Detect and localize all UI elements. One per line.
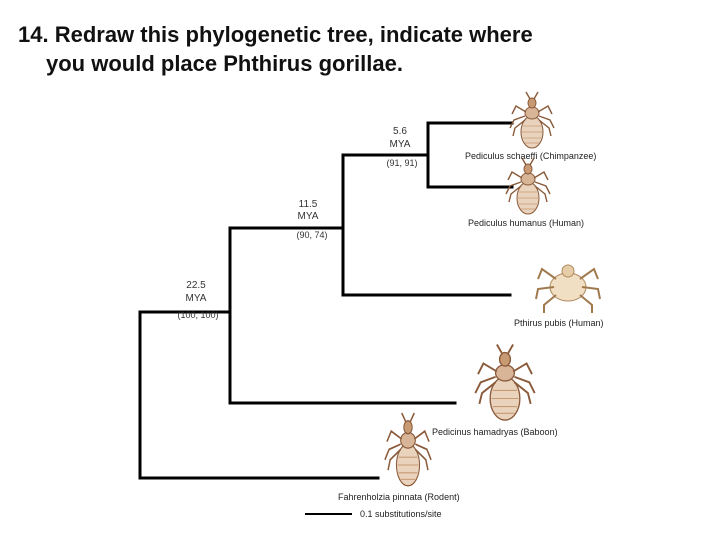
node-age: 5.6 xyxy=(393,126,407,137)
scale-bar-label: 0.1 substitutions/site xyxy=(360,509,442,519)
node-unit: MYA xyxy=(185,293,207,304)
taxon-label: Pediculus humanus (Human) xyxy=(468,218,585,228)
taxon-label: Pedicinus hamadryas (Baboon) xyxy=(432,427,558,437)
louse-rodent-illustration xyxy=(385,413,431,486)
title-line-2: you would place Phthirus gorillae. xyxy=(46,51,403,76)
branch-node-5.6 xyxy=(230,155,343,228)
node-age: 22.5 xyxy=(186,280,206,291)
node-label-22.5 xyxy=(177,280,218,320)
node-label-11.5 xyxy=(296,199,327,240)
title-line-1: 14. Redraw this phylogenetic tree, indicate where xyxy=(18,22,533,47)
node-support: (91, 91) xyxy=(386,158,418,168)
louse-chimpanzee-illustration xyxy=(510,92,554,148)
node-support: (90, 74) xyxy=(296,230,328,240)
node-support: (100, 100) xyxy=(177,310,219,320)
taxon-label: Pediculus schaeffi (Chimpanzee) xyxy=(465,151,597,161)
branch-pthirus-pubis xyxy=(343,228,510,295)
taxon-label: Fahrenholzia pinnata (Rodent) xyxy=(338,492,460,502)
node-unit: MYA xyxy=(297,211,319,222)
branch-fahrenholzia-pinnata xyxy=(140,312,378,478)
louse-pubic-illustration xyxy=(536,265,600,313)
node-label-5.6 xyxy=(386,126,417,168)
taxon-label: Pthirus pubis (Human) xyxy=(514,318,604,328)
node-age: 11.5 xyxy=(298,199,318,210)
branch-pedicinus-hamadryas xyxy=(230,312,455,403)
node-unit: MYA xyxy=(389,139,411,150)
louse-baboon-illustration xyxy=(475,345,534,421)
